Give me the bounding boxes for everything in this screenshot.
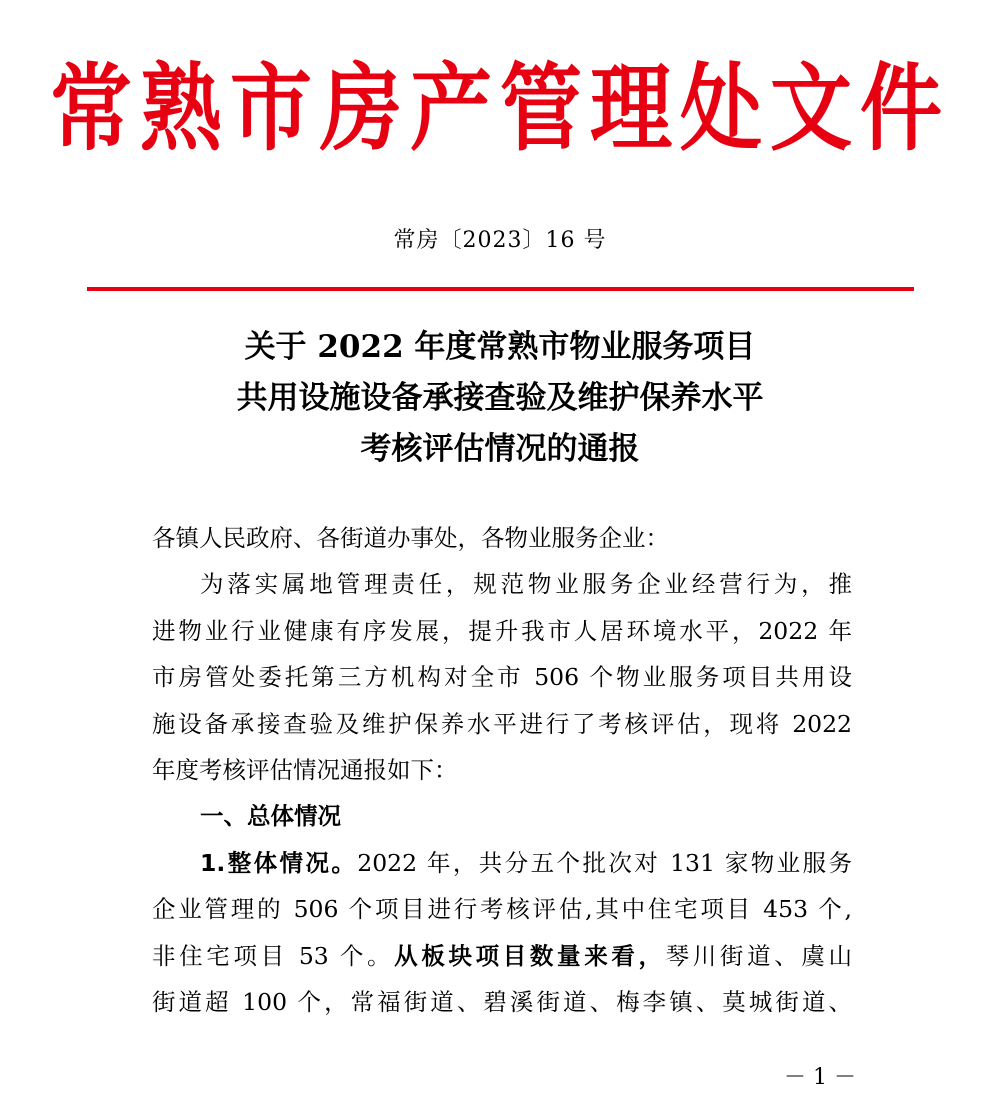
document-title [0,322,1000,475]
red-divider-line [87,287,914,291]
document-masthead: 常熟市房产管理处文件 [49,53,950,165]
document-body [152,515,852,1025]
title-line-1: 关于 2022 年度常熟市物业服务项目 [244,329,756,365]
para2-line-3-rest: 琴川街道、虞山 [665,941,853,970]
para2-line-3-start: 非住宅项目 53 个。 [152,941,395,970]
para2-line-2: 企业管理的 506 个项目进行考核评估,其中住宅项目 453 个, [152,895,852,924]
para2-line-3 [152,933,852,979]
document-number: 常房〔2023〕16 号 [393,228,607,253]
salutation: 各镇人民政府、各街道办事处，各物业服务企业： [152,524,669,552]
para1-line-3: 市房管处委托第三方机构对全市 506 个物业服务项目共用设 [152,663,852,692]
para1-line-5: 年度考核评估情况通报如下： [152,756,458,785]
para1-line-1: 为落实属地管理责任，规范物业服务企业经营行为，推 [200,570,852,599]
para2-line-4: 街道超 100 个，常福街道、碧溪街道、梅李镇、莫城街道、 [152,988,852,1017]
section-heading: 一、总体情况 [200,802,341,831]
para1-line-4: 施设备承接查验及维护保养水平进行了考核评估，现将 2022 [152,709,852,738]
title-line-3: 考核评估情况的通报 [360,431,640,467]
para2-line-3-bold: 从板块项目数量来看， [394,941,666,970]
page-number: － 1 － [784,1065,856,1090]
para2-line-1 [152,840,852,886]
para2-lead: 1.整体情况。 [200,848,358,877]
title-line-2: 共用设施设备承接查验及维护保养水平 [236,380,764,416]
para1-line-2: 进物业行业健康有序发展，提升我市人居环境水平，2022 年 [152,616,852,645]
para2-line-1-text: 2022 年，共分五个批次对 131 家物业服务 [357,848,852,877]
